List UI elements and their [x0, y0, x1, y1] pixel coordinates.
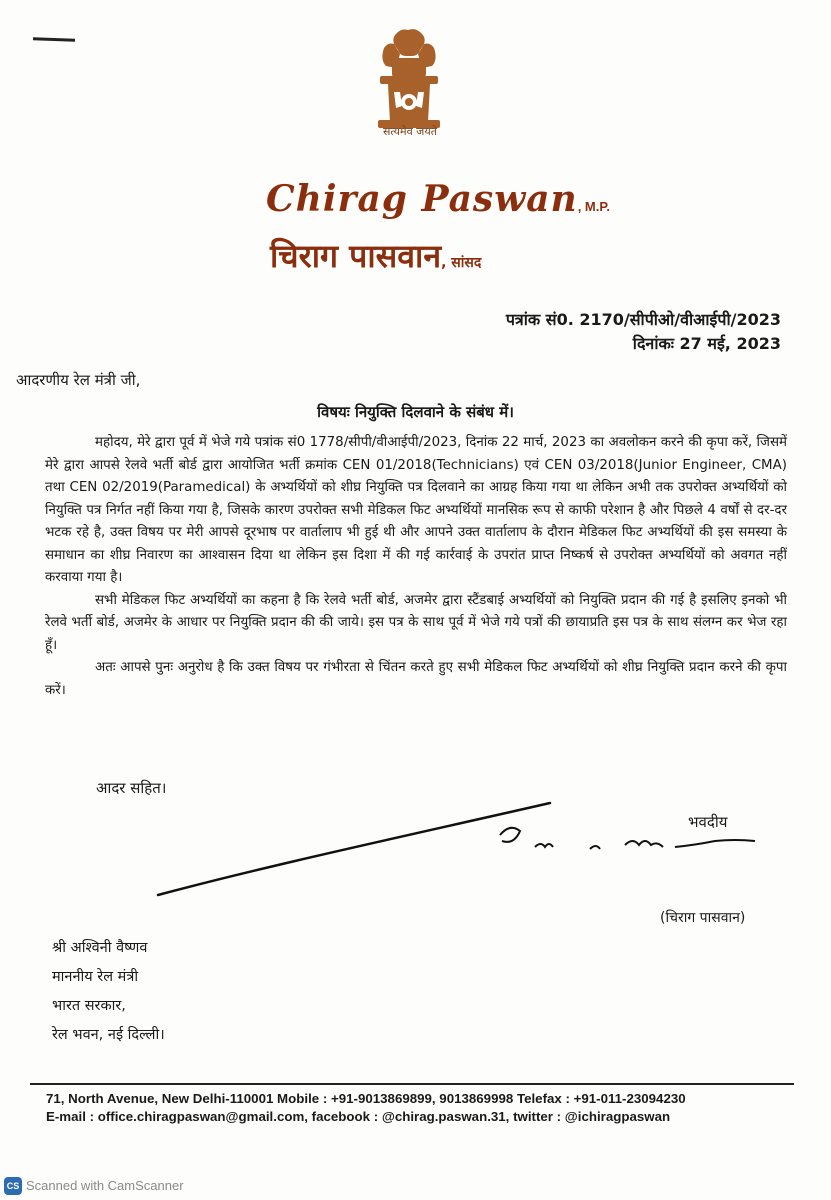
letter-reference: [506, 308, 781, 356]
reference-number: पत्रांक सं0. 2170/सीपीओ/वीआईपी/2023: [505, 310, 781, 329]
national-emblem-icon: [366, 28, 452, 132]
mp-suffix: , M.P.: [577, 199, 610, 214]
addressee-line-4: रेल भवन, नई दिल्ली।: [52, 1027, 165, 1043]
addressee-line-1: श्री अश्विनी वैष्णव: [52, 940, 148, 956]
pen-mark: [33, 37, 75, 41]
letterhead-name-english: Chirag Paswan, M.P.: [266, 178, 610, 220]
signer-name: (चिराग पासवान): [660, 910, 746, 926]
scanner-watermark: [0, 1172, 831, 1200]
addressee-line-3: भारत सरकार,: [52, 998, 126, 1014]
addressee-line-2: माननीय रेल मंत्री: [52, 969, 139, 985]
footer-contact-line: E-mail : office.chiragpaswan@gmail.com, facebook : @chirag.paswan.31, twitter : @ichiragpaswan: [46, 1109, 671, 1124]
body-paragraph-3: अतः आपसे पुनः अनुरोध है कि उक्त विषय पर गंभीरता से चिंतन करते हुए सभी मेडिकल फिट अभ्यर्थियों को शीघ्र नियुक्ति प्रदान करने की कृपा करें।: [45, 660, 787, 698]
addressee-block: [52, 934, 165, 1050]
handwritten-signature: [150, 795, 770, 905]
salutation: आदरणीय रेल मंत्री जी,: [16, 371, 141, 389]
scanner-label: Scanned with CamScanner: [26, 1178, 184, 1193]
letter-date: दिनांकः 27 मई, 2023: [632, 334, 781, 353]
footer-address-line: 71, North Avenue, New Delhi-110001 Mobile : +91-9013869899, 9013869998 Telefax : +91-011-23094230: [46, 1091, 686, 1106]
emblem-motto: सत्यमेव जयते: [382, 125, 437, 138]
closing-text: आदर सहित।: [96, 779, 167, 797]
body-paragraph-1: महोदय, मेरे द्वारा पूर्व में भेजे गये पत्रांक सं0 1778/सीपी/वीआईपी/2023, दिनांक 22 मार्च, 2023 का अवलोकन करने की कृपा करें, जिसमें मेरे द्वारा आपसे रेलवे भर्ती बोर्ड द्वारा आयोजित भर्ती क्रमांक CEN 01/2018(Technicians) एवं CEN 03/2018(Junior Engineer, CMA) तथा CEN 02/2019(Paramedical) के अभ्यर्थियों को शीघ्र नियुक्ति पत्र दिलवाने का आग्रह किया गया था लेकिन अभी तक उपरोक्त अभ्यर्थियों को नियुक्ति पत्र निर्गत नहीं किया गया है, जिसके कारण उपरोक्त सभी मेडिकल फिट अभ्यर्थियों मानसिक रूप से काफी परेशान है और पिछले 4 वर्षों से दर-दर भटक रहे है, उक्त विषय पर मेरी आपसे दूरभाष पर वार्तालाप भी हुई थी और आपने उक्त वार्तालाप के दौरान मेडिकल फिट अभ्यर्थियों की इस समस्या के समाधान का शीघ्र निवारण का आश्वासन दिया था लेकिन इस दिशा में की गई कार्रवाई के उपरांत प्राप्त निष्कर्ष से उपरोक्त अभ्यर्थियों को अवगत नहीं करवाया गया है।: [45, 435, 787, 585]
subject-line: विषयः नियुक्ति दिलवाने के संबंध में।: [317, 403, 514, 421]
letter-body: [45, 432, 787, 702]
body-paragraph-2: सभी मेडिकल फिट अभ्यर्थियों का कहना है कि रेलवे भर्ती बोर्ड, अजमेर द्वारा स्टैंडबाई अभ्यर्थियों को नियुक्ति प्रदान की गई है इसलिए इनको भी रेलवे भर्ती बोर्ड, अजमेर के आधार पर नियुक्ति प्रदान की की जाये। इस पत्र के साथ पूर्व में भेजे गये पत्रों की छायाप्रति इस पत्र के साथ संलग्न कर भेज रहा हूँ।: [45, 592, 787, 653]
letterhead-footer: [46, 1090, 686, 1126]
camscanner-icon: CS: [4, 1177, 22, 1195]
letterhead-name-hindi: चिराग पासवान, सांसद: [270, 237, 482, 275]
signoff-text: भवदीय: [688, 813, 728, 831]
sansad-suffix: , सांसद: [441, 255, 482, 271]
footer-divider: [30, 1083, 794, 1085]
